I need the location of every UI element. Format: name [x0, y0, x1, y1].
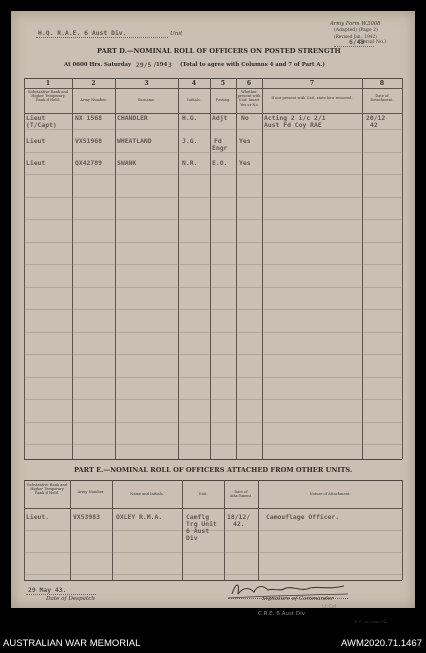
caption-right: AWM2020.71.1467 — [341, 638, 422, 649]
year-label: /194 — [154, 62, 168, 68]
col-header-surname: Surname. — [137, 98, 156, 102]
despatch-label: Date of Despatch — [46, 596, 95, 602]
cell-detach-date: 20/12 — [366, 114, 386, 122]
form-line-3: (Revised Jan., 1942) — [334, 34, 377, 39]
col-number-3: 3 — [144, 80, 149, 87]
cell-posting: Adjt — [212, 114, 228, 122]
serial-label: (Serial No.) — [358, 40, 387, 45]
ruled-line — [25, 219, 401, 220]
ruled-line — [25, 309, 401, 310]
cell-surname: CHANDLER — [117, 114, 148, 122]
stamp-line-1: Lt Col — [322, 604, 337, 610]
ruled-line — [25, 574, 401, 575]
despatch-underline — [26, 594, 96, 595]
col-header-initials: Initials. — [187, 98, 201, 102]
form-line-2: (Adapted) (Page 2) — [334, 28, 378, 33]
printer-imprint: M.W. 2m 2ssm 5/42 — [354, 620, 388, 624]
ruled-line — [25, 399, 401, 400]
cell-present: No — [241, 114, 249, 122]
e-cell-army-number: VX53983 — [73, 513, 100, 521]
e-cell-unit-3: 6 Aust — [186, 527, 210, 535]
e-cell-name: OXLEY R.M.A. — [116, 513, 163, 521]
despatch-date-typed: 29 May 43. — [28, 586, 67, 594]
col-number-5: 5 — [220, 80, 226, 87]
e-col-header-rank: Substantive Rank and Higher Temporary Rank if Held. — [26, 483, 68, 496]
signature-label: Signature of Commander — [262, 596, 334, 602]
col-header-present: Whether present with Unit. Insert Yes or No — [237, 90, 261, 107]
ruled-line — [25, 129, 401, 130]
e-cell-rank: Lieut. — [26, 513, 50, 521]
ruled-line — [25, 530, 401, 531]
col-header-rank: Substantive Rank and Higher Temporary Rank if Held. — [27, 90, 69, 103]
cell-initials: H.G. — [182, 114, 198, 122]
cell-present: Yes — [239, 137, 251, 145]
col-number-7: 7 — [309, 80, 315, 87]
cell-rank: Lieut — [26, 114, 46, 122]
cell-removed-2: Aust Fd Coy RAE — [264, 121, 322, 129]
e-col-header-date: Date of Attachment. — [229, 490, 253, 499]
cell-posting: E.O. — [212, 159, 228, 167]
col-header-posting: Posting. — [215, 98, 231, 102]
cell-rank-temp: (T/Capt) — [26, 121, 57, 129]
cell-rank: Lieut — [26, 159, 46, 167]
e-col-header-unit: Unit. — [198, 492, 208, 496]
ruled-line — [25, 377, 401, 378]
ruled-line — [25, 287, 401, 288]
ruled-line — [25, 354, 401, 355]
cell-present: Yes — [239, 159, 251, 167]
e-cell-date-2: 42. — [233, 520, 245, 528]
ruled-line — [25, 174, 401, 175]
col-header-detachment: Date of Detachment. — [370, 94, 394, 103]
ruled-line — [25, 242, 401, 243]
total-note: (Total to agree with Columns 4 and 7 of Part A.) — [180, 62, 325, 68]
cell-surname: WHEATLAND — [117, 137, 152, 145]
at-hrs-label: At 0600 Hrs. Saturday — [64, 62, 132, 68]
cell-army-number: NX 1568 — [75, 114, 102, 122]
cell-posting: Fd — [214, 137, 222, 145]
unit-typed: H.Q. R.A.E. 6 Aust Div. — [38, 29, 127, 37]
ruled-line — [25, 197, 401, 198]
caption-left: AUSTRALIAN WAR MEMORIAL — [3, 638, 141, 649]
serial-typed: 6/43 — [349, 38, 365, 46]
part-d-title: PART D.—NOMINAL ROLL OF OFFICERS ON POSTED STRENGTH — [97, 47, 341, 55]
cell-rank: Lieut — [26, 137, 46, 145]
form-line-1: Army Form W.3008 — [330, 21, 381, 27]
e-cell-unit-4: Div — [186, 534, 198, 542]
col-number-6: 6 — [246, 80, 252, 87]
e-cell-unit-2: Trg Unit — [186, 520, 217, 528]
e-col-header-army-number: Army Number. — [77, 490, 105, 494]
e-cell-unit: Camflg — [186, 513, 210, 521]
unit-underline — [36, 37, 168, 38]
year-digit: 3 — [168, 61, 172, 69]
cell-initials: J.G. — [182, 137, 198, 145]
ruled-line — [25, 444, 401, 445]
col-number-8: 8 — [379, 80, 385, 87]
unit-label: Unit — [170, 31, 183, 37]
e-cell-nature: Camouflage Officer. — [266, 513, 340, 521]
cell-removed: Acting 2 i/c 2/1 — [264, 114, 326, 122]
cell-army-number: VX51968 — [75, 137, 102, 145]
ruled-line — [25, 422, 401, 423]
ruled-line — [25, 332, 401, 333]
stamp-line-2: C.R.E. 6 Aust Div — [258, 611, 306, 617]
cell-posting-2: Engr — [212, 144, 228, 152]
col-header-army-number: Army Number. — [80, 98, 107, 102]
cell-army-number: QX42789 — [75, 159, 102, 167]
ruled-line — [25, 552, 401, 553]
date-typed: 29/5 — [136, 61, 152, 69]
col-number-1: 1 — [45, 80, 51, 87]
col-number-2: 2 — [91, 80, 96, 87]
e-cell-date: 18/12/ — [227, 513, 251, 521]
ruled-line — [25, 264, 401, 265]
caption-bar — [0, 634, 426, 653]
cell-initials: N.R. — [182, 159, 198, 167]
col-number-4: 4 — [191, 80, 197, 87]
cell-detach-year: 42 — [370, 121, 378, 129]
part-e-title: PART E.—NOMINAL ROLL OF OFFICERS ATTACHED FROM OTHER UNITS. — [74, 466, 353, 474]
e-col-header-nature: Nature of Attachment. — [309, 492, 351, 496]
cell-surname: SWANK — [117, 159, 137, 167]
col-header-removed: If not present with Unit, state how removed. — [271, 96, 353, 100]
e-col-header-name: Name and Initials. — [130, 492, 164, 496]
